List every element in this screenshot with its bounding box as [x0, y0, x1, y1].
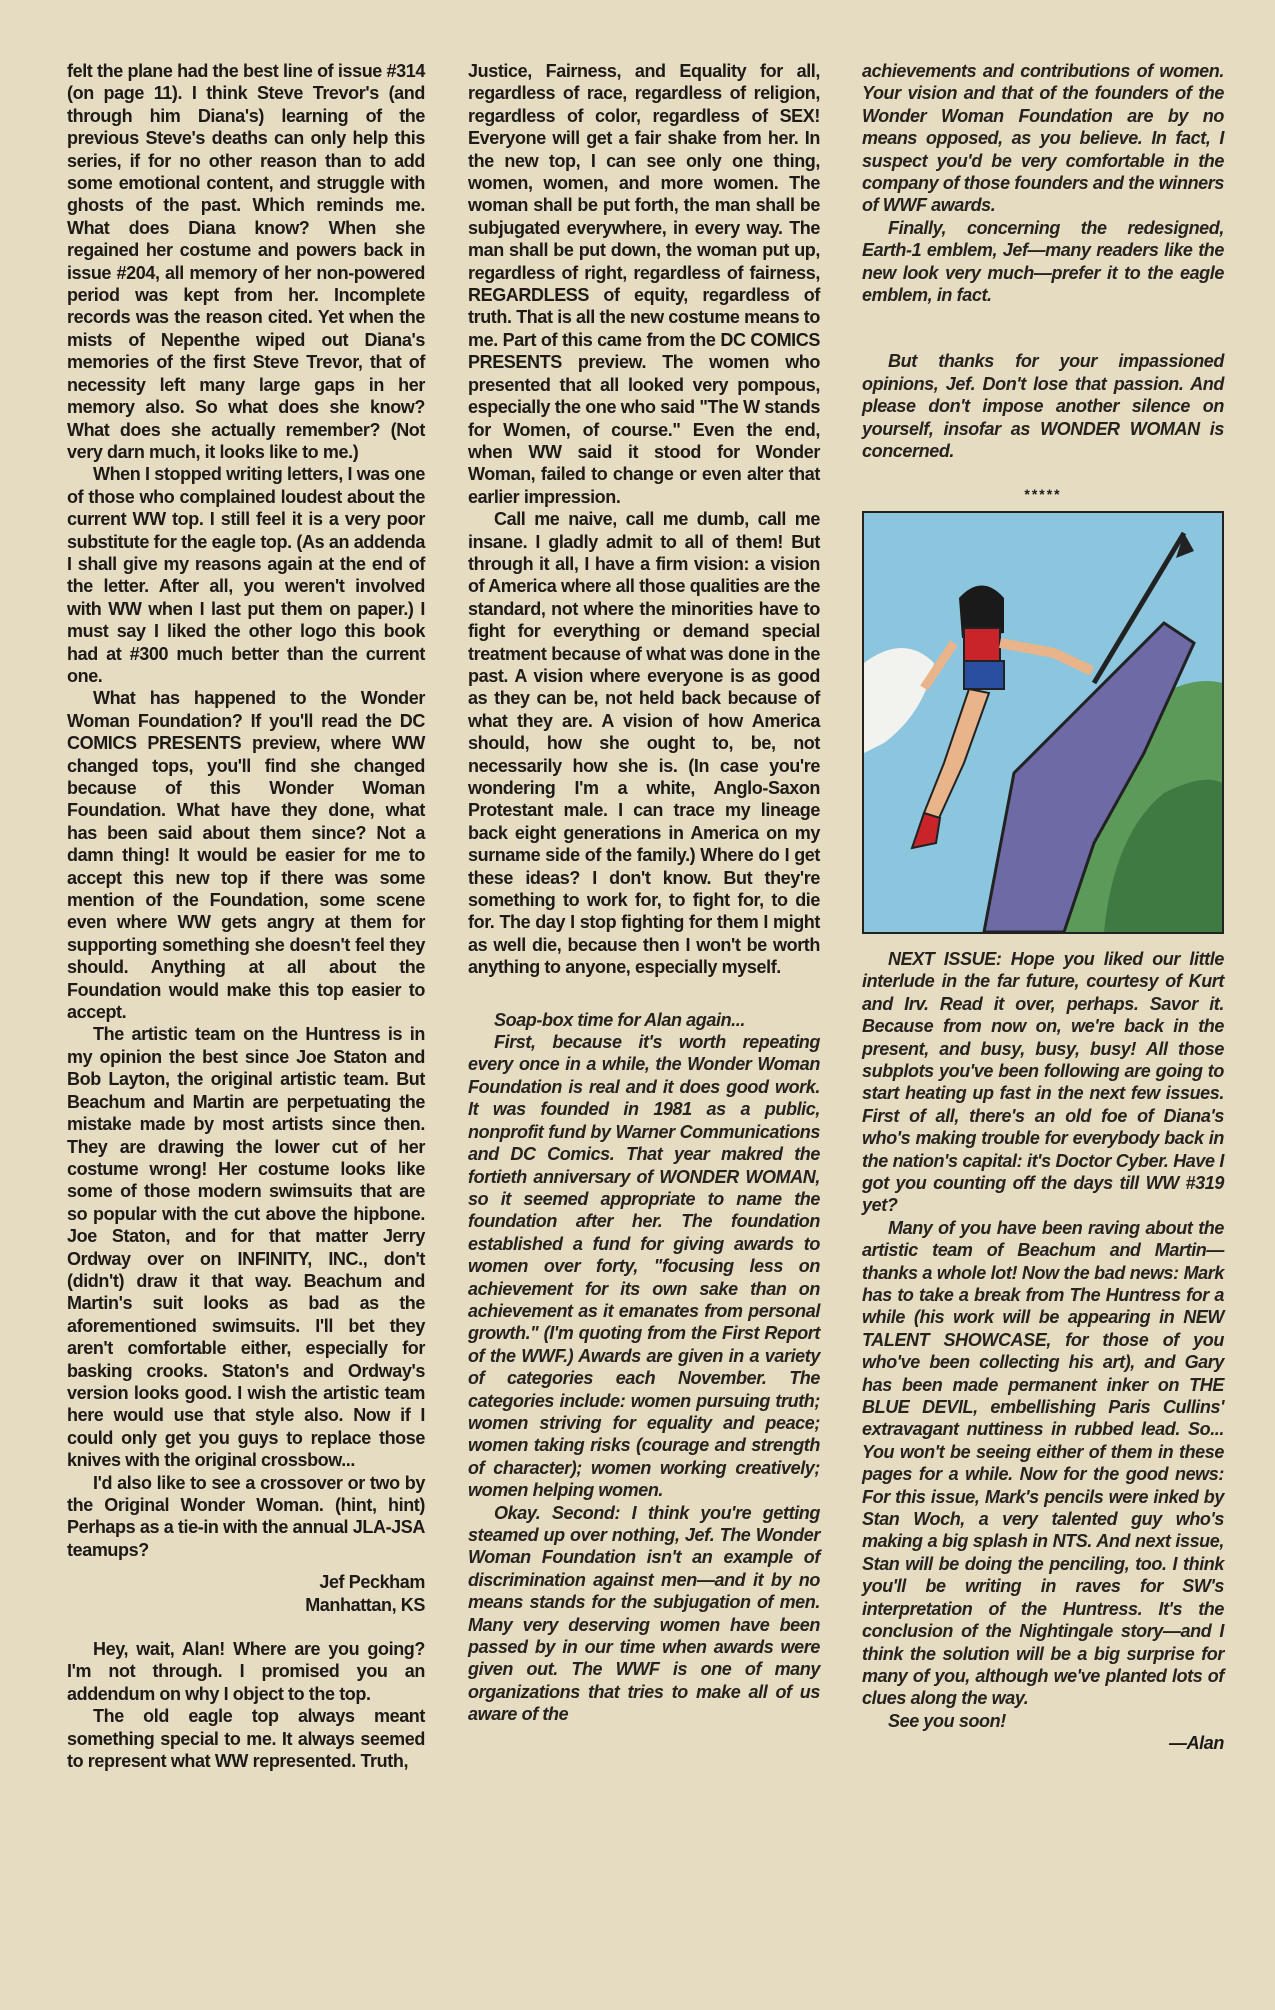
next-issue-section — [862, 948, 1224, 1732]
reply-paragraph: But thanks for your impassioned opinions, Jef. Don't lose that passion. And please don't impose another silence on yourself, insofar as WONDER WOMAN is concerned. — [862, 351, 1224, 462]
editor-reply-continued — [862, 60, 1224, 463]
reply-paragraph: achievements and contributions of women. Your vision and that of the founders of the Wonder Woman Foundation are by no means opposed, as you believe. In fact, I suspect you'd be very comfortable in the company of those founders and the winners of WWF awards. — [862, 61, 1224, 216]
next-issue-paragraph: Many of you have been raving about the artistic team of Beachum and Martin—thanks a whole lot! Now the bad news: Mark has to take a break from The Huntress for a while (his work will be appearing in NEW TALENT SHOWCASE, for those of you who've been collecting his art), and Gary has been made permanent inker on THE BLUE DEVIL, embellishing Paris Cullins' extravagant nuttiness in rubbed lead. So... You won't be seeing either of them in these pages for a while. Now for the good news: For this issue, Mark's pencils were inked by Stan Woch, a very talented guy who's making a big splash in NTS. And next issue, Stan will be doing the penciling, too. I think you'll be writing in raves for SW's interpretation of the Huntress. It's the conclusion of the Nightingale story—and I think the solution will be a big surprise for many of you, although we've planted lots of clues along the way. — [862, 1217, 1224, 1709]
editor-reply — [468, 1009, 820, 1726]
letter-continuation — [468, 60, 820, 979]
letter-paragraph: The artistic team on the Huntress is in my opinion the best since Joe Staton and Bob Layton, the original artistic team. But Beachum and Martin are perpetuating the mistake made by most artists since then. They are drawing the lower cut of her costume wrong! Her costume looks like some of those modern swimsuits that are so popular with the cut above the hipbone. Joe Staton, and for that matter Jerry Ordway over on INFINITY, INC., don't (didn't) draw it that way. Beachum and Martin's suit looks as bad as the aforementioned swimsuits. I'll bet they aren't comfortable either, especially for basking crooks. Staton's and Ordway's version looks good. I wish the artistic team here would use that style also. Now if I could only get you guys to replace those knives with the original crossbow... — [67, 1024, 425, 1471]
signature-name: Jef Peckham — [319, 1572, 425, 1593]
reply-paragraph: First, because it's worth repeating every once in a while, the Wonder Woman Foundation is real and it does good work. It was founded in 1981 as a public, nonprofit fund by Warner Communications and DC Comics. That year makred the fortieth anniversary of WONDER WOMAN, so it seemed appropriate to name the foundation after her. The foundation established a fund for giving awards to women over forty, "focusing less on achievement for its own sake than on achievement as it emanates from personal growth." (I'm quoting from the First Report of the WWF.) Awards are given in a variety of categories each November. The categories include: women pursuing truth; women striving for equality and peace; women taking risks (courage and strength of character); women working creatively; women helping women. — [468, 1032, 820, 1501]
next-issue-paragraph: NEXT ISSUE: Hope you liked our little interlude in the far future, courtesy of Kurt and Irv. Read it over, perhaps. Savor it. Because from now on, we're back in the present, and busy, busy, busy! All those subplots you've been following are going to start heating up fast in the next few issues. First of all, there's an old foe of Diana's who's making trouble for everybody back in the nation's capital: it's Doctor Cyber. Have I got you counting off the days till WW #319 yet? — [862, 948, 1224, 1216]
letter-paragraph: What has happened to the Wonder Woman Foundation? If you'll read the DC COMICS PRESENTS preview, where WW changed tops, you'll find she changed because of this Wonder Woman Foundation. What have they done, what has been said about them since? Not a damn thing! It would be easier for me to accept this new top if there was some mention of the Foundation, some scene even where WW gets angry at them for supporting something she doesn't feel they should. Anything at all about the Foundation would make this top easier to accept. — [67, 688, 425, 1023]
reply-paragraph: Okay. Second: I think you're getting steamed up over nothing, Jef. The Wonder Woman Foundation isn't an example of discrimination against men—and it by no means stands for the subjugation of men. Many very deserving women have been passed by in our time when awards were given out. The WWF is one of many organizations that tries to make all of us aware of the — [468, 1502, 820, 1725]
letter-paragraph: felt the plane had the best line of issue #314 (on page 11). I think Steve Trevor's (and through him Diana's) learning of the previous Steve's deaths can only help this series, if for no other reason than to add some emotional content, and struggle with ghosts of the past. Which reminds me. What does Diana know? When she regained her costume and powers back in issue #204, all memory of her non-powered period was kept from her. Incomplete records was the reason cited. Yet when the mists of Nepenthe wiped out Diana's memories of the first Steve Trevor, that of necessity left many large gaps in her memory also. So what does she know? What does she actually remember? (Not very darn much, it looks like to me.) — [67, 61, 425, 462]
letter-paragraph: When I stopped writing letters, I was one of those who complained loudest about the current WW top. I still feel it is a very poor substitute for the eagle top. (As an addenda I shall give my reasons again at the end of the letter. After all, you weren't involved with WW when I last put them on paper.) I must say I liked the other logo this book had at #300 much better than the current one. — [67, 464, 425, 686]
next-issue-paragraph: See you soon! — [888, 1710, 1006, 1731]
letter-paragraph: Call me naive, call me dumb, call me insane. I gladly admit to all of them! But through it all, I have a firm vision: a vision of America where all those qualities are the standard, not where the minorities have to fight for everything or demand special treatment because of what was done in the past. A vision where everyone is as good as they can be, not held back because of what they are. A vision of how America should, how she ought to, be, not necessarily how she is. (In case you're wondering I'm a white, Anglo-Saxon Protestant male. I can trace my lineage back eight generations in America on my surname side of the family.) Where do I get these ideas? I don't know. But they're something to work for, to fight for, to die for. The day I stop fighting for them I might as well die, because then I won't be worth anything to anyone, especially myself. — [468, 509, 820, 978]
letter-paragraph: Justice, Fairness, and Equality for all, regardless of race, regardless of religion, regardless of color, regardless of SEX! Everyone will get a fair shake from her. In the new top, I can see only one thing, women, women, and more women. The woman shall be put forth, the man shall be subjugated everywhere, in every way. The man shall be put down, the woman put up, regardless of right, regardless of fairness, REGARDLESS of equity, regardless of truth. That is all the new costume means to me. Part of this came from the DC COMICS PRESENTS preview. The women who presented that all looked very pompous, especially the one who said "The W stands for Women, of course." Even the end, when WW said it stood for Wonder Woman, failed to change or even alter that earlier impression. — [468, 61, 820, 507]
column-3 — [862, 60, 1224, 1755]
column-2 — [468, 60, 820, 1726]
letter-paragraph: I'd also like to see a crossover or two by the Original Wonder Woman. (hint, hint) Perhaps as a tie-in with the annual JLA-JSA teamups? — [67, 1472, 425, 1560]
addendum-paragraph: The old eagle top always meant something special to me. It always seemed to represent what WW represented. Truth, — [67, 1706, 425, 1772]
reply-paragraph: Soap-box time for Alan again... — [494, 1009, 745, 1030]
letter-signature — [67, 1571, 425, 1616]
column-1 — [67, 60, 425, 1772]
reply-paragraph: Finally, concerning the redesigned, Earth-1 emblem, Jef—many readers like the new look very much—prefer it to the eagle emblem, in fact. — [862, 217, 1224, 306]
wonder-woman-illustration — [862, 511, 1224, 934]
editor-signoff: —Alan — [1168, 1733, 1224, 1754]
addendum-paragraph: Hey, wait, Alan! Where are you going? I'm not through. I promised you an addendum on why I object to the top. — [67, 1639, 425, 1704]
signature-place: Manhattan, KS — [305, 1594, 425, 1615]
separator-stars: ***** — [1024, 485, 1062, 502]
